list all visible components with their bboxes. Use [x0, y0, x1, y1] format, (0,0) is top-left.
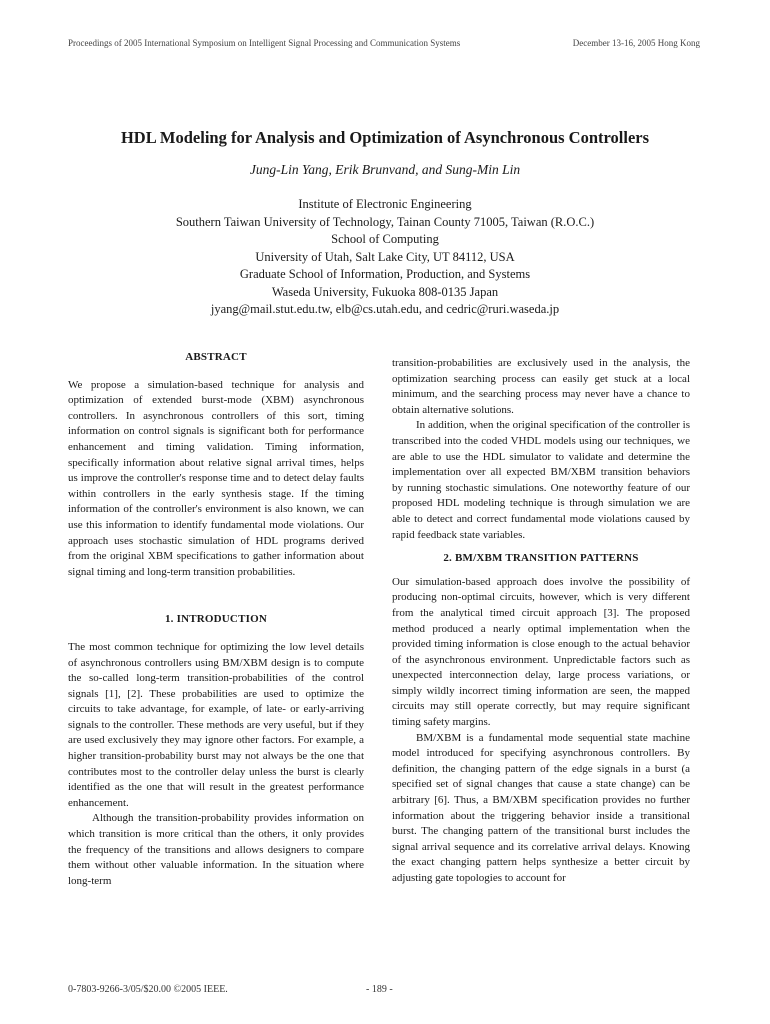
- affiliation-line: School of Computing: [331, 232, 439, 246]
- introduction-paragraph-2: Although the transition-probability provides information on which transition is more critical than the others, it only provides the frequency of the transitions and allows designers to compare them without other valuable information. In the situation where long-term: [68, 812, 364, 887]
- affiliations-block: [0, 196, 770, 319]
- page-number: - 189 -: [366, 984, 393, 995]
- section2-paragraph-1: Our simulation-based approach does involve the possibility of producing non-optimal circuits, however, which is very different from the analytical timed circuit approach [3]. The proposed method produced a nearly optimal implementation when the provided timing information is close enough to the actual behavior of the asynchronous environment. Unpredictable factors such as unexpected interconnection delay, large process variations, or simply wildly incorrect timing information are seen, the mapped circuits may still operate correctly, but may require significant timing safety margins.: [392, 575, 690, 729]
- section2-paragraph-2: BM/XBM is a fundamental mode sequential state machine model introduced for specifying asynchronous controllers. By definition, the changing pattern of the edge signals in a burst (a specified set of signal changes that cause a state change) can be arbitrary [6]. Thus, a BM/XBM specification provides no further information about the triggering behavior inside a transitional burst. The changing pattern of the transitional burst includes the signal arrival sequence and its correlative arrival delays. Knowing the exact changing pattern helps synthesize a better circuit by adjusting gate topologies to account for: [392, 731, 690, 884]
- header-date: December 13-16, 2005 Hong Kong: [572, 38, 700, 48]
- paper-title: HDL Modeling for Analysis and Optimization of Asynchronous Controllers: [120, 128, 650, 147]
- affiliation-line: Institute of Electronic Engineering: [298, 197, 472, 211]
- affiliation-line: Southern Taiwan University of Technology, Tainan County 71005, Taiwan (R.O.C.): [175, 214, 595, 229]
- author-emails: jyang@mail.stut.edu.tw, elb@cs.utah.edu, and cedric@ruri.waseda.jp: [210, 302, 560, 316]
- footer-copyright: 0-7803-9266-3/05/$20.00 ©2005 IEEE.: [68, 984, 228, 995]
- introduction-heading: 1. INTRODUCTION: [164, 613, 267, 626]
- affiliation-line: Waseda University, Fukuoka 808-0135 Japan: [271, 284, 499, 299]
- paper-authors: Jung-Lin Yang, Erik Brunvand, and Sung-Min Lin: [249, 162, 521, 177]
- introduction-paragraph-1: The most common technique for optimizing the low level details of asynchronous controllers using BM/XBM design is to compute the so-called long-term transition-probabilities of the control signals [1], [2]. These probabilities are used to optimize the circuits to take advantage, for example, of late- or early-arriving signals to the controller. These methods are very useful, but if they are used exclusively they may ignore other factors. For example, a higher transition-probability burst may not always be the one that contributes most to the controller delay unless the burst is clearly identified as the one that will result in the greatest performance enhancement.: [68, 640, 364, 809]
- affiliation-line: Graduate School of Information, Production, and Systems: [239, 267, 531, 281]
- affiliation-line: University of Utah, Salt Lake City, UT 84112, USA: [255, 249, 515, 264]
- running-header: [68, 38, 700, 48]
- introduction-continuation: transition-probabilities are exclusively used in the analysis, the optimization searching process can easily get stuck at a local minimum, and the searching process may never have a chance to obtain alternative solutions.: [392, 357, 690, 416]
- abstract-text: We propose a simulation-based technique for analysis and optimization of extended burst-mode (XBM) asynchronous controllers. In asynchronous controllers of this sort, timing information on control signals is significant both for performance enhancement and timing validation. Timing information, specifically information about relative signal arrival times, helps us improve the controller's response time and to detect delay faults within controllers in the early synthesis stage. If the timing information of the controller's environment is also known, we can use this information to identify fundamental mode violations. Our approach uses stochastic simulation of HDL programs derived from the original XBM specifications to gather information about signal timing and long-term transition probabilities.: [68, 378, 364, 578]
- introduction-paragraph-3: In addition, when the original specification of the controller is transcribed into the coded VHDL models using our techniques, we are able to use the HDL simulator to validate and determine the implementation over all expected BM/XBM transition behaviors by running stochastic simulations. One noteworthy feature of our proposed HDL modeling technique is through simulation we are able to detect and correct fundamental mode violations caused by rapid feedback state variables.: [392, 419, 690, 541]
- header-proceedings: Proceedings of 2005 International Symposium on Intelligent Signal Processing and Communication Systems: [68, 38, 461, 48]
- right-column: [392, 356, 690, 887]
- abstract-heading: ABSTRACT: [185, 351, 247, 363]
- left-column: [68, 350, 364, 889]
- section2-heading: 2. BM/XBM TRANSITION PATTERNS: [443, 552, 639, 565]
